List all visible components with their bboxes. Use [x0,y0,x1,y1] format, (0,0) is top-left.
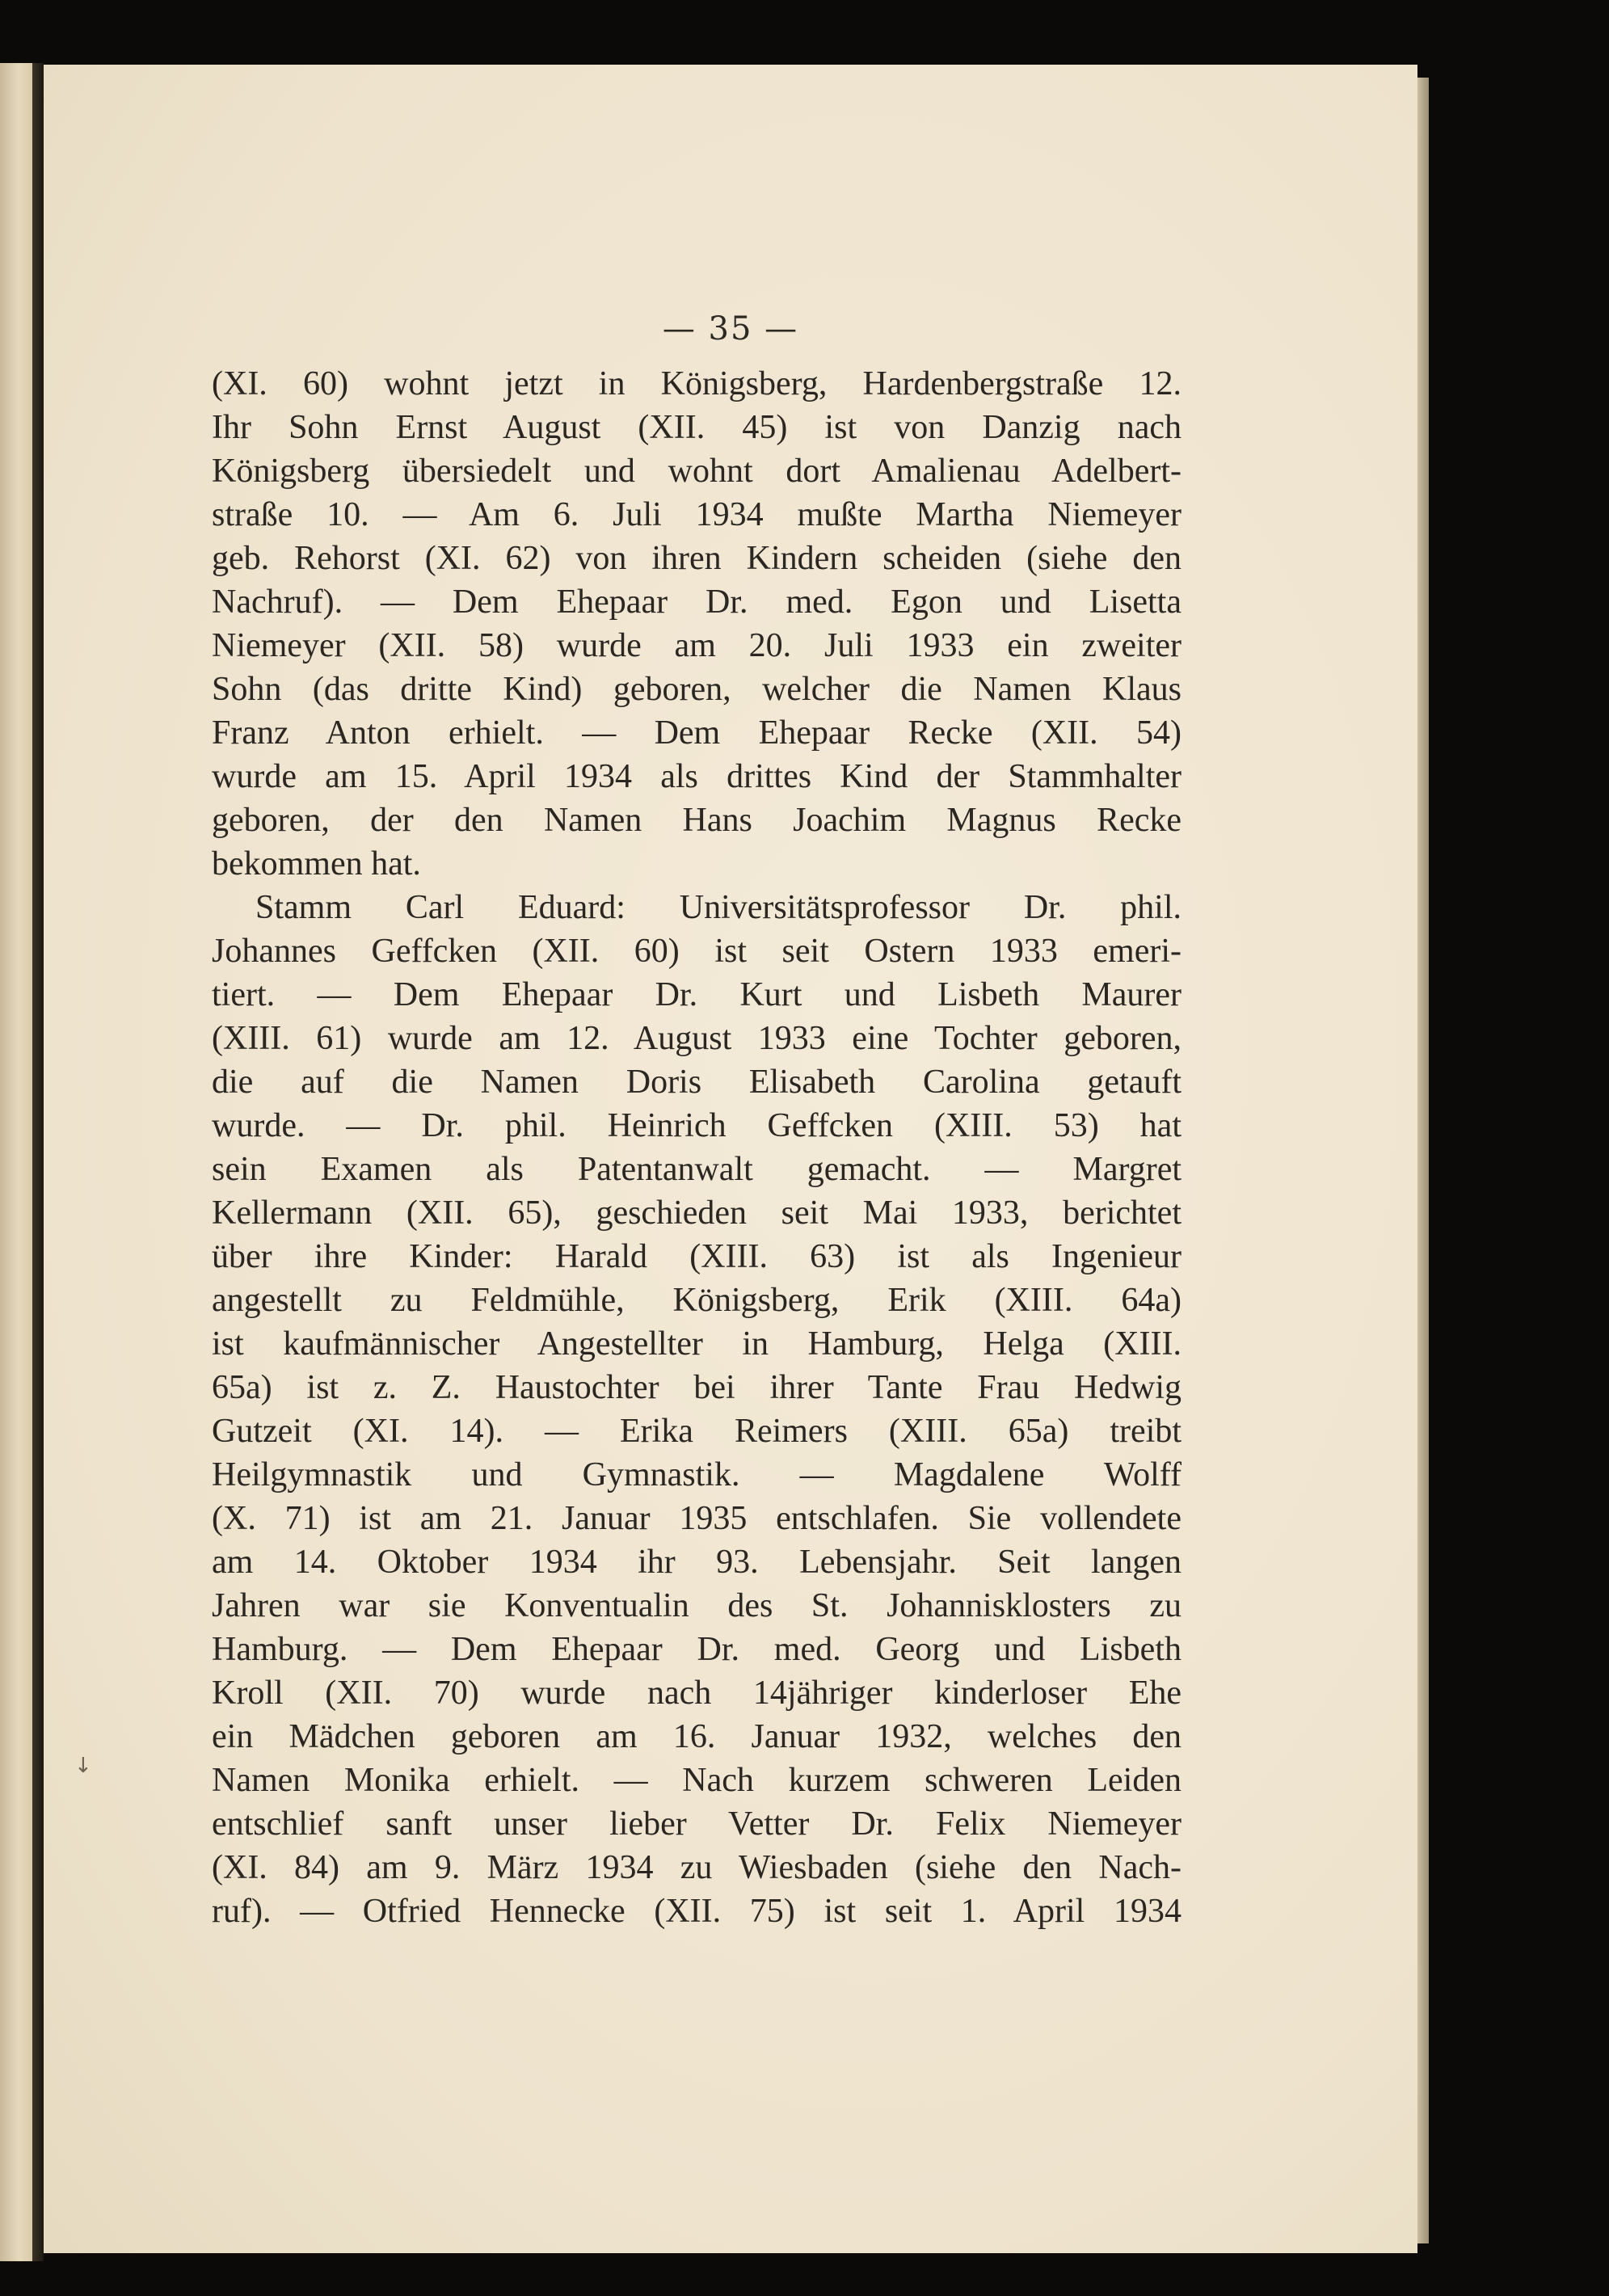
text-line: über ihre Kinder: Harald (XIII. 63) ist als Ingenieur [212,1238,1181,1275]
text-line: tiert. — Dem Ehepaar Dr. Kurt und Lisbeth Maurer [212,976,1181,1013]
text-line: (XIII. 61) wurde am 12. August 1933 eine Tochter geboren, [212,1020,1181,1057]
text-line: Königsberg übersiedelt und wohnt dort Amalienau Adelbert- [212,453,1181,490]
text-line: Franz Anton erhielt. — Dem Ehepaar Recke (XII. 54) [212,714,1181,752]
paragraph-start-line: Stamm Carl Eduard: Universitätsprofessor Dr. phil. [255,889,1181,926]
text-line: Niemeyer (XII. 58) wurde am 20. Juli 1933 ein zweiter [212,627,1181,664]
text-line: (XI. 60) wohnt jetzt in Königsberg, Hardenbergstraße 12. [212,365,1181,402]
text-line: geb. Rehorst (XI. 62) von ihren Kindern scheiden (siehe den [212,540,1181,577]
text-line: Jahren war sie Konventualin des St. Johannisklosters zu [212,1587,1181,1624]
text-line: Kellermann (XII. 65), geschieden seit Mai 1933, berichtet [212,1194,1181,1232]
text-line: angestellt zu Feldmühle, Königsberg, Erik (XIII. 64a) [212,1282,1181,1319]
body-text [212,362,1181,1933]
text-line: (X. 71) ist am 21. Januar 1935 entschlafen. Sie vollendete [212,1500,1181,1537]
book-page [44,65,1417,2253]
text-line: geboren, der den Namen Hans Joachim Magnus Recke [212,802,1181,839]
text-line: Nachruf). — Dem Ehepaar Dr. med. Egon und Lisetta [212,583,1181,621]
facing-page-edge [0,63,32,2261]
text-line: sein Examen als Patentanwalt gemacht. — Margret [212,1151,1181,1188]
text-line: wurde am 15. April 1934 als drittes Kind der Stammhalter [212,758,1181,795]
text-line: Sohn (das dritte Kind) geboren, welcher die Namen Klaus [212,671,1181,708]
text-line: Ihr Sohn Ernst August (XII. 45) ist von Danzig nach [212,409,1181,446]
text-line: die auf die Namen Doris Elisabeth Carolina getauft [212,1064,1181,1101]
text-line: (XI. 84) am 9. März 1934 zu Wiesbaden (siehe den Nach- [212,1849,1181,1886]
text-line: am 14. Oktober 1934 ihr 93. Lebensjahr. Seit langen [212,1544,1181,1581]
text-line: Hamburg. — Dem Ehepaar Dr. med. Georg und Lisbeth [212,1631,1181,1668]
text-line: wurde. — Dr. phil. Heinrich Geffcken (XIII. 53) hat [212,1107,1181,1144]
text-line: Namen Monika erhielt. — Nach kurzem schweren Leiden [212,1762,1181,1799]
text-line: Gutzeit (XI. 14). — Erika Reimers (XIII. 65a) treibt [212,1413,1181,1450]
text-line: bekommen hat. [212,845,421,883]
text-line: ruf). — Otfried Hennecke (XII. 75) ist seit 1. April 1934 [212,1893,1181,1930]
page-stack-edge [1417,78,1429,2243]
text-line: straße 10. — Am 6. Juli 1934 mußte Martha Niemeyer [212,496,1181,533]
text-line: Johannes Geffcken (XII. 60) ist seit Ostern 1933 emeri- [212,933,1181,970]
margin-mark: ↓ [74,1754,92,1778]
book-gutter [32,63,44,2261]
page-number-header: — 35 — [662,310,799,348]
text-line: Heilgymnastik und Gymnastik. — Magdalene Wolff [212,1456,1181,1493]
text-line: ein Mädchen geboren am 16. Januar 1932, welches den [212,1718,1181,1755]
text-line: ist kaufmännischer Angestellter in Hamburg, Helga (XIII. [212,1325,1181,1363]
text-line: Kroll (XII. 70) wurde nach 14jähriger kinderloser Ehe [212,1675,1181,1712]
text-line: entschlief sanft unser lieber Vetter Dr. Felix Niemeyer [212,1805,1181,1843]
text-line: 65a) ist z. Z. Haustochter bei ihrer Tante Frau Hedwig [212,1369,1181,1406]
